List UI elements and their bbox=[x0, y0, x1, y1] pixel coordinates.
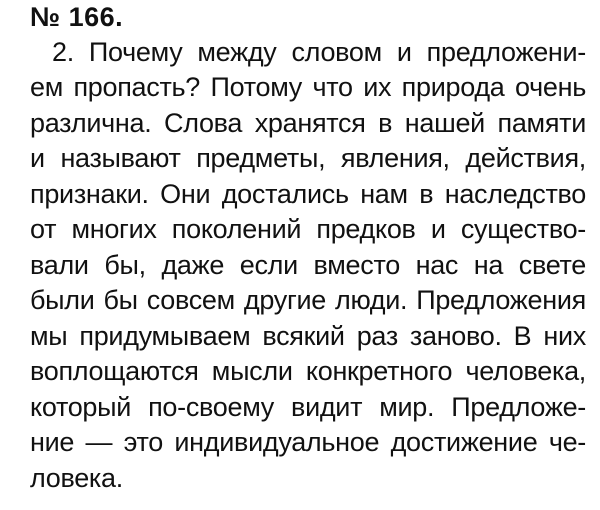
text-line: воплощаются мысли конкретного человека, bbox=[30, 356, 586, 386]
text-line: признаки. Они достались нам в наследство bbox=[30, 179, 586, 209]
text-line: от многих поколений предков и существо- bbox=[30, 214, 586, 244]
text-line: 2. Почему между словом и предложени- bbox=[52, 37, 586, 67]
text-line: ние — это индивидуальное достижение че- bbox=[30, 427, 586, 457]
exercise-number: № 166. bbox=[30, 2, 124, 32]
text-line: ем пропасть? Потому что их природа очень bbox=[30, 72, 586, 102]
text-line: ловека. bbox=[30, 463, 123, 493]
text-line: мы придумываем всякий раз заново. В них bbox=[30, 321, 586, 351]
text-line: были бы совсем другие люди. Предложения bbox=[30, 285, 586, 315]
text-line: и называют предметы, явления, действия, bbox=[30, 143, 586, 173]
text-line: который по-своему видит мир. Предложе- bbox=[30, 392, 586, 422]
text-line: различна. Слова хранятся в нашей памяти bbox=[30, 108, 586, 138]
text-line: вали бы, даже если вместо нас на свете bbox=[30, 250, 586, 280]
